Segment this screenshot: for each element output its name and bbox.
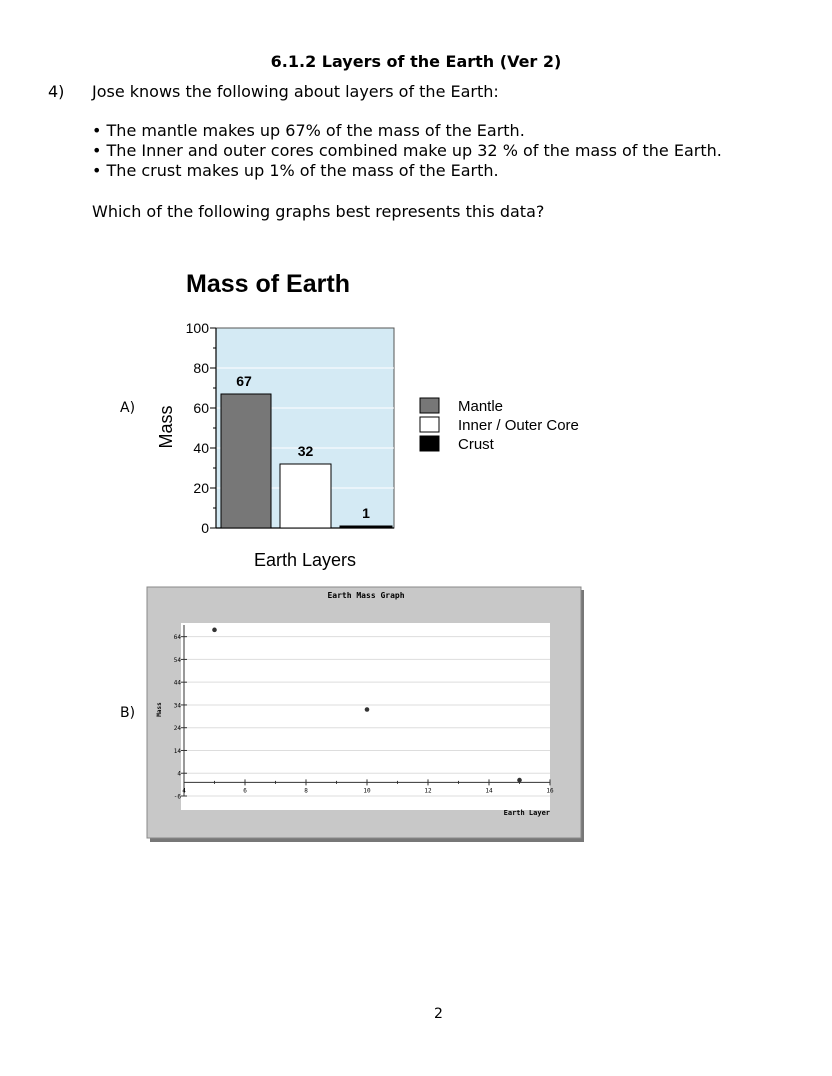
chart-b-ytick-label: -6 (173, 793, 181, 801)
chart-b-ytick-label: 4 (177, 770, 181, 778)
chart-b-xtick-label: 6 (243, 787, 247, 795)
question-number: 4) (48, 82, 65, 101)
chart-a-bar-crust (340, 526, 392, 528)
chart-a-legend-swatch (420, 417, 439, 432)
chart-a-title: Mass of Earth (186, 270, 350, 298)
scatter-chart-earth-mass[interactable] (146, 586, 586, 844)
chart-a-legend-swatch (420, 398, 439, 413)
chart-b-xtick-label: 4 (182, 787, 186, 795)
fact-list (92, 121, 722, 181)
option-b-label[interactable]: B) (120, 705, 136, 721)
chart-a-ytick-label: 80 (193, 360, 209, 376)
fact-mantle: • The mantle makes up 67% of the mass of the Earth. (92, 121, 525, 140)
chart-a-data-label: 67 (236, 373, 252, 389)
chart-b-ytick-label: 14 (173, 747, 181, 755)
question-intro: Jose knows the following about layers of the Earth: (92, 82, 499, 101)
chart-a-ytick-label: 20 (193, 480, 209, 496)
chart-b-xlabel: Earth Layer (503, 809, 550, 817)
chart-a-data-label: 1 (362, 505, 370, 521)
chart-a-data-label: 32 (297, 443, 314, 459)
chart-b-point (212, 628, 217, 633)
chart-b-ytick-label: 24 (173, 725, 181, 733)
chart-a-legend-label: Crust (458, 436, 494, 453)
chart-b-xtick-label: 8 (304, 787, 308, 795)
chart-b-ytick-label: 54 (173, 656, 181, 664)
bar-chart-mass-of-earth[interactable] (140, 260, 600, 580)
chart-a-ytick-label: 0 (201, 520, 209, 536)
chart-a-legend-label: Inner / Outer Core (458, 417, 579, 434)
page-number: 2 (434, 1006, 443, 1022)
chart-b-point (365, 707, 370, 712)
option-a-label[interactable]: A) (120, 400, 136, 416)
chart-a-ytick-label: 60 (193, 400, 209, 416)
chart-b-xtick-label: 10 (363, 787, 371, 795)
fact-cores: • The Inner and outer cores combined make up 32 % of the mass of the Earth. (92, 141, 722, 160)
chart-b-ylabel: Mass (156, 702, 163, 717)
chart-a-ytick-label: 40 (193, 440, 209, 456)
page-title: 6.1.2 Layers of the Earth (Ver 2) (270, 52, 562, 71)
chart-a-ytick-label: 100 (185, 320, 209, 336)
chart-b-xtick-label: 12 (424, 787, 432, 795)
chart-a-legend-label: Mantle (458, 398, 504, 415)
fact-crust: • The crust makes up 1% of the mass of the Earth. (92, 161, 499, 180)
chart-a-bar-inner-outer-core (280, 464, 331, 528)
chart-b-ytick-label: 64 (173, 634, 181, 642)
chart-a-bar-mantle (221, 394, 271, 528)
chart-a-xlabel: Earth Layers (253, 550, 357, 570)
question-prompt: Which of the following graphs best represents this data? (92, 202, 545, 221)
chart-b-title: Earth Mass Graph (327, 591, 405, 600)
chart-b-xtick-label: 14 (485, 787, 493, 795)
chart-b-ytick-label: 44 (173, 679, 181, 687)
chart-a-ylabel: Mass (156, 405, 176, 449)
chart-a-legend-swatch (420, 436, 439, 451)
chart-b-ytick-label: 34 (173, 702, 181, 710)
chart-b-xtick-label: 16 (546, 787, 554, 795)
chart-b-point (517, 778, 522, 783)
